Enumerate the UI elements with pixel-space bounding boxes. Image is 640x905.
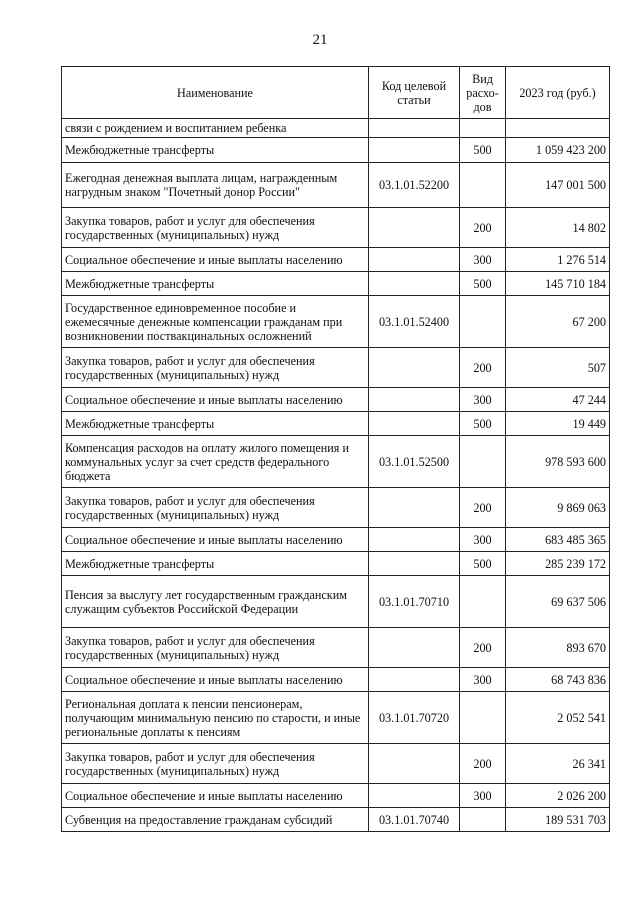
row-name: Закупка товаров, работ и услуг для обеспечения государственных (муниципальных) нужд: [62, 348, 369, 388]
row-name: Субвенция на предоставление гражданам субсидий: [62, 808, 369, 832]
row-kind: 200: [460, 208, 506, 248]
row-code: [369, 528, 460, 552]
row-name: Компенсация расходов на оплату жилого помещения и коммунальных услуг за счет средств федерального бюджета: [62, 436, 369, 488]
row-amount: 2 052 541: [506, 692, 610, 744]
row-kind: 300: [460, 388, 506, 412]
row-code: [369, 248, 460, 272]
row-amount: 683 485 365: [506, 528, 610, 552]
header-kind: Вид расхо-дов: [460, 67, 506, 119]
table-row: [62, 119, 610, 138]
table-row: [62, 436, 610, 488]
row-name: Межбюджетные трансферты: [62, 272, 369, 296]
table-row: [62, 348, 610, 388]
row-amount: 26 341: [506, 744, 610, 784]
row-code: [369, 744, 460, 784]
row-name: Пенсия за выслугу лет государственным гражданским служащим субъектов Российской Федерации: [62, 576, 369, 628]
row-kind: [460, 692, 506, 744]
table-row: [62, 628, 610, 668]
row-code: 03.1.01.70710: [369, 576, 460, 628]
row-amount: 893 670: [506, 628, 610, 668]
row-name: Межбюджетные трансферты: [62, 138, 369, 163]
row-kind: 200: [460, 488, 506, 528]
row-amount: 67 200: [506, 296, 610, 348]
row-code: [369, 412, 460, 436]
table-row: [62, 528, 610, 552]
row-name: Закупка товаров, работ и услуг для обеспечения государственных (муниципальных) нужд: [62, 628, 369, 668]
row-amount: 1 059 423 200: [506, 138, 610, 163]
row-amount: 145 710 184: [506, 272, 610, 296]
table-row: [62, 668, 610, 692]
row-amount: 69 637 506: [506, 576, 610, 628]
row-code: 03.1.01.70720: [369, 692, 460, 744]
row-kind: [460, 296, 506, 348]
table-row: [62, 784, 610, 808]
table-row: [62, 692, 610, 744]
row-kind: [460, 576, 506, 628]
row-kind: 300: [460, 248, 506, 272]
row-amount: 9 869 063: [506, 488, 610, 528]
header-row: [62, 67, 610, 119]
row-amount: 68 743 836: [506, 668, 610, 692]
row-name: связи с рождением и воспитанием ребенка: [62, 119, 369, 138]
table-row: [62, 808, 610, 832]
row-name: Закупка товаров, работ и услуг для обеспечения государственных (муниципальных) нужд: [62, 488, 369, 528]
table-row: [62, 552, 610, 576]
row-amount: 189 531 703: [506, 808, 610, 832]
row-kind: [460, 163, 506, 208]
row-name: Государственное единовременное пособие и ежемесячные денежные компенсации гражданам при возникновении поствакцинальных осложнений: [62, 296, 369, 348]
row-amount: 47 244: [506, 388, 610, 412]
header-code: Код целевой статьи: [369, 67, 460, 119]
row-name: Социальное обеспечение и иные выплаты населению: [62, 528, 369, 552]
row-name: Межбюджетные трансферты: [62, 552, 369, 576]
table-row: [62, 412, 610, 436]
row-kind: [460, 808, 506, 832]
table-row: [62, 248, 610, 272]
row-name: Закупка товаров, работ и услуг для обеспечения государственных (муниципальных) нужд: [62, 744, 369, 784]
row-kind: 200: [460, 348, 506, 388]
row-amount: 19 449: [506, 412, 610, 436]
row-code: 03.1.01.70740: [369, 808, 460, 832]
row-amount: 507: [506, 348, 610, 388]
table-row: [62, 488, 610, 528]
row-name: Региональная доплата к пенсии пенсионерам, получающим минимальную пенсию по старости, и иные региональные доплаты к пенсиям: [62, 692, 369, 744]
header-name: Наименование: [62, 67, 369, 119]
table-row: [62, 272, 610, 296]
row-code: 03.1.01.52400: [369, 296, 460, 348]
row-kind: 500: [460, 272, 506, 296]
row-code: [369, 208, 460, 248]
row-code: [369, 272, 460, 296]
row-code: [369, 348, 460, 388]
row-name: Социальное обеспечение и иные выплаты населению: [62, 668, 369, 692]
row-amount: [506, 119, 610, 138]
table-row: [62, 296, 610, 348]
row-name: Межбюджетные трансферты: [62, 412, 369, 436]
row-amount: 14 802: [506, 208, 610, 248]
table-row: [62, 744, 610, 784]
budget-table: [61, 66, 610, 832]
row-code: [369, 138, 460, 163]
row-kind: 200: [460, 628, 506, 668]
row-kind: [460, 436, 506, 488]
row-code: 03.1.01.52200: [369, 163, 460, 208]
row-code: [369, 488, 460, 528]
table-body: [62, 119, 610, 832]
row-name: Ежегодная денежная выплата лицам, награжденным нагрудным знаком "Почетный донор России": [62, 163, 369, 208]
table-row: [62, 208, 610, 248]
row-kind: 500: [460, 138, 506, 163]
row-kind: 300: [460, 784, 506, 808]
table-row: [62, 138, 610, 163]
row-amount: 147 001 500: [506, 163, 610, 208]
row-code: [369, 119, 460, 138]
row-amount: 285 239 172: [506, 552, 610, 576]
row-code: 03.1.01.52500: [369, 436, 460, 488]
row-code: [369, 668, 460, 692]
table-row: [62, 163, 610, 208]
row-kind: 300: [460, 668, 506, 692]
table-row: [62, 576, 610, 628]
row-code: [369, 628, 460, 668]
row-code: [369, 552, 460, 576]
row-amount: 2 026 200: [506, 784, 610, 808]
row-amount: 978 593 600: [506, 436, 610, 488]
row-name: Социальное обеспечение и иные выплаты населению: [62, 248, 369, 272]
row-amount: 1 276 514: [506, 248, 610, 272]
row-name: Социальное обеспечение и иные выплаты населению: [62, 388, 369, 412]
row-code: [369, 388, 460, 412]
table-row: [62, 388, 610, 412]
row-kind: 500: [460, 412, 506, 436]
row-kind: 300: [460, 528, 506, 552]
row-name: Социальное обеспечение и иные выплаты населению: [62, 784, 369, 808]
row-kind: 500: [460, 552, 506, 576]
page-number: 21: [312, 32, 328, 48]
row-name: Закупка товаров, работ и услуг для обеспечения государственных (муниципальных) нужд: [62, 208, 369, 248]
row-kind: [460, 119, 506, 138]
header-amount: 2023 год (руб.): [506, 67, 610, 119]
row-code: [369, 784, 460, 808]
row-kind: 200: [460, 744, 506, 784]
